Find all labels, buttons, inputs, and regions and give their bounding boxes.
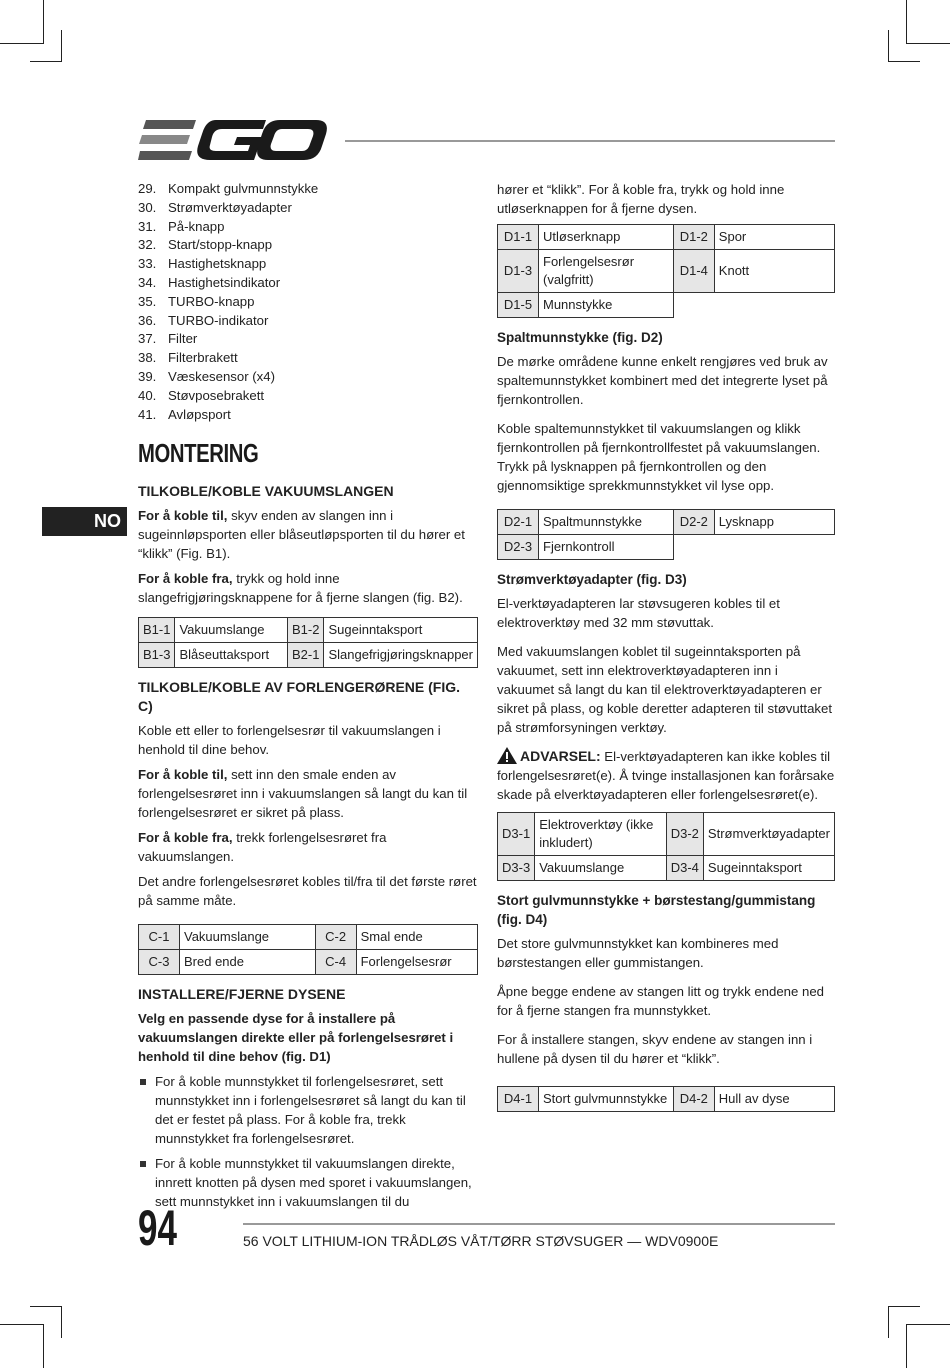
table-d1 [497, 224, 835, 318]
item-label: Filter [168, 331, 198, 347]
ego-logo [138, 118, 328, 162]
item-number: 39. [138, 368, 157, 384]
table-row [139, 618, 478, 643]
footer-rule [243, 1223, 835, 1225]
item-number: 38. [138, 350, 157, 366]
table-row [498, 293, 835, 318]
empty-cell [714, 293, 834, 318]
empty-cell [673, 293, 714, 318]
ref-key-cell: B2-1 [288, 643, 324, 668]
crop-mark-tr-h [888, 61, 920, 62]
language-tab: NO [42, 507, 127, 536]
d4-p3: For å installere stangen, skyv endene av stangen inn i hullene på dysen til du hører et “klikk”. [497, 1032, 813, 1066]
ref-key-cell: D1-3 [498, 250, 539, 293]
ref-key-cell: B1-1 [139, 618, 175, 643]
item-label: Start/stopp-knapp [168, 237, 273, 253]
parts-list-item [138, 349, 478, 368]
parts-list-item [138, 312, 478, 331]
d4-p2: Åpne begge endene av stangen litt og trykk endene ned for å fjerne stangen fra munnstykket. [497, 984, 825, 1018]
parts-list-item [138, 293, 478, 312]
item-number: 40. [138, 387, 157, 403]
ref-key-cell: D1-2 [673, 225, 714, 250]
item-label: Hastighetsindikator [168, 274, 281, 290]
s2-title: TILKOBLE/KOBLE AV FORLENGERØRENE (FIG. C) [138, 679, 460, 715]
table-row [498, 1087, 835, 1112]
d3-p2: Med vakuumslangen koblet til sugeinntaksporten på vakuumet, sett inn elektroverktøyadapteren inn i vakuumet så langt du kan til elektroverktøyadapteren er sikret på plass, og koble deretter adapteren til støvuttaket på strømforsyningen verktøy. [497, 644, 832, 735]
d2-p1: De mørke områdene kunne enkelt rengjøres ved bruk av spaltemunnstykket kombinert med det integrerte lyset på fjernkontrollen. [497, 354, 828, 407]
s3-intro: Velg en passende dyse for å installere på vakuumslangen direkte eller på forlengelsesrøret i henhold til dine behov (fig. D1) [138, 1011, 454, 1065]
s2-p4: Det andre forlengelsesrøret kobles til/fra til det første røret på samme måte. [138, 874, 477, 909]
ref-value-cell: Stort gulvmunnstykke [539, 1087, 674, 1112]
ref-key-cell: D4-1 [498, 1087, 539, 1112]
warning-icon [497, 747, 517, 764]
table-d4 [497, 1086, 835, 1112]
item-label: Avløpsport [168, 406, 231, 422]
ref-key-cell: D3-2 [666, 813, 703, 856]
ref-value-cell: Hull av dyse [714, 1087, 834, 1112]
parts-list-item [138, 180, 478, 199]
ref-value-cell: Vakuumslange [180, 925, 316, 950]
parts-list-item [138, 236, 478, 255]
empty-cell [673, 535, 714, 560]
ref-value-cell: Sugeinntaksport [324, 618, 478, 643]
parts-list [138, 180, 478, 424]
s2-p1: Koble ett eller to forlengelsesrør til vakuumslangen i henhold til dine behov. [138, 723, 441, 758]
item-label: Væskesensor (x4) [168, 368, 276, 384]
crop-mark-tr-v2 [906, 0, 907, 44]
parts-list-item [138, 274, 478, 293]
warning: ADVARSEL: El-verktøyadapteren kan ikke kobles til forlengelsesrøret(e). Å tvinge installasjonen kan forårsake skade på elverktøyadapteren eller forlengelsesrøret(e). [497, 748, 835, 802]
crop-mark-br-v [888, 1306, 889, 1338]
item-number: 37. [138, 331, 157, 347]
item-number: 35. [138, 293, 157, 309]
table-c [138, 924, 478, 975]
d3-title: Strømverktøyadapter (fig. D3) [497, 572, 687, 587]
ref-value-cell: Fjernkontroll [539, 535, 674, 560]
section-heading: MONTERING [138, 438, 259, 469]
ref-value-cell: Utløserknapp [539, 225, 674, 250]
ref-value-cell: Forlengelsesrør (valgfritt) [539, 250, 674, 293]
s1-p1: For å koble til, skyv enden av slangen inn i sugeinnløpsporten eller blåseutløpsporten til du hører et “klikk” (Fig. B1). [138, 508, 465, 562]
crop-mark-tl-h [30, 61, 62, 62]
parts-list-item [138, 330, 478, 349]
bullet-item: For å koble munnstykket til vakuumslangen direkte, innrett knotten på dysen med sporet i vakuumslangen, sett munnstykket inn i vakuumslangen til du [138, 1154, 478, 1211]
ref-key-cell: C-4 [315, 950, 356, 975]
ref-value-cell: Knott [714, 250, 834, 293]
page-number: 94 [138, 1200, 177, 1256]
ref-key-cell: D1-4 [673, 250, 714, 293]
parts-list-item [138, 199, 478, 218]
item-label: TURBO-knapp [168, 293, 255, 309]
crop-mark-tl-v [61, 30, 62, 62]
ref-key-cell: C-3 [139, 950, 180, 975]
table-row [498, 250, 835, 293]
item-label: Filterbrakett [168, 350, 238, 366]
ref-value-cell: Bred ende [180, 950, 316, 975]
d2-title: Spaltmunnstykke (fig. D2) [497, 330, 663, 345]
crop-mark-tl-h2 [0, 43, 44, 44]
s2-p2: For å koble til, sett inn den smale enden av forlengelsesrøret inn i vakuumslangen så langt du kan til forlengelsesrøret er sikret på plass. [138, 767, 468, 821]
parts-list-item [138, 255, 478, 274]
table-row [498, 225, 835, 250]
item-number: 30. [138, 199, 157, 215]
table-row [498, 856, 835, 881]
crop-mark-br-h [888, 1306, 920, 1307]
ref-value-cell: Spor [714, 225, 834, 250]
ref-value-cell: Sugeinntaksport [703, 856, 834, 881]
item-number: 31. [138, 218, 157, 234]
ref-value-cell: Lysknapp [714, 510, 834, 535]
table-row [498, 535, 835, 560]
item-number: 36. [138, 312, 157, 328]
item-number: 34. [138, 274, 157, 290]
table-row [139, 925, 478, 950]
crop-mark-bl-h [30, 1306, 62, 1307]
ref-key-cell: D2-2 [673, 510, 714, 535]
crop-mark-bl-v2 [43, 1324, 44, 1368]
empty-cell [714, 535, 834, 560]
parts-list-item [138, 218, 478, 237]
item-label: Kompakt gulvmunnstykke [168, 181, 319, 196]
parts-list-item [138, 368, 478, 387]
crop-mark-bl-h2 [0, 1324, 44, 1325]
ref-value-cell: Elektroverktøy (ikke inkludert) [535, 813, 667, 856]
item-label: Støvposebrakett [168, 387, 265, 403]
d3-p1: El-verktøyadapteren lar støvsugeren kobles til et elektroverktøy med 32 mm støvuttak. [497, 596, 780, 630]
crop-mark-bl-v [61, 1306, 62, 1338]
item-label: Hastighetsknapp [168, 256, 267, 272]
d2-p2: Koble spaltemunnstykket til vakuumslangen og klikk fjernkontrollen på fjernkontrollfestet på vakuumslangen. Trykk på lysknappen på fjernkontrollen og den gjennomsiktige sprekkmunnstykket vil lyse opp. [497, 421, 821, 493]
table-d2 [497, 509, 835, 560]
right-column [497, 180, 835, 1122]
header-rule [345, 140, 835, 142]
ref-value-cell: Blåseuttaksport [175, 643, 288, 668]
ref-key-cell: D3-3 [498, 856, 535, 881]
ref-value-cell: Spaltmunnstykke [539, 510, 674, 535]
crop-mark-br-h2 [906, 1324, 950, 1325]
crop-mark-br-v2 [906, 1324, 907, 1368]
ref-key-cell: D4-2 [673, 1087, 714, 1112]
ref-key-cell: D3-4 [666, 856, 703, 881]
crop-mark-tl-v2 [43, 0, 44, 44]
d4-p1: Det store gulvmunnstykket kan kombineres med børstestangen eller gummistangen. [497, 936, 779, 970]
table-row [498, 510, 835, 535]
item-label: Strømverktøyadapter [168, 199, 292, 215]
parts-list-item [138, 406, 478, 425]
ref-key-cell: B1-3 [139, 643, 175, 668]
s1-title: TILKOBLE/KOBLE VAKUUMSLANGEN [138, 483, 394, 500]
parts-list-item [138, 387, 478, 406]
item-number: 29. [138, 181, 157, 196]
s1-p2: For å koble fra, trykk og hold inne slangefrigjøringsknappene for å fjerne slangen (fig. B2). [138, 571, 463, 606]
ref-key-cell: D1-1 [498, 225, 539, 250]
s3-title: INSTALLERE/FJERNE DYSENE [138, 986, 346, 1003]
item-number: 33. [138, 256, 157, 272]
ref-key-cell: C-2 [315, 925, 356, 950]
ref-value-cell: Strømverktøyadapter [703, 813, 834, 856]
item-number: 32. [138, 237, 157, 253]
table-row [498, 813, 835, 856]
d4-title: Stort gulvmunnstykke + børstestang/gummistang (fig. D4) [497, 893, 816, 927]
item-label: På-knapp [168, 218, 225, 234]
left-column [138, 180, 478, 1217]
table-d3 [497, 812, 835, 881]
footer-title: 56 VOLT LITHIUM-ION TRÅDLØS VÅT/TØRR STØVSUGER — WDV0900E [243, 1233, 719, 1249]
item-label: TURBO-indikator [168, 312, 269, 328]
crop-mark-tr-h2 [906, 43, 950, 44]
s2-p3: For å koble fra, trekk forlengelsesrøret fra vakuumslangen. [138, 830, 387, 865]
ref-value-cell: Smal ende [356, 925, 477, 950]
ref-key-cell: D2-1 [498, 510, 539, 535]
ref-key-cell: D1-5 [498, 293, 539, 318]
ref-key-cell: B1-2 [288, 618, 324, 643]
table-row [139, 950, 478, 975]
ref-key-cell: D2-3 [498, 535, 539, 560]
crop-mark-tr-v [888, 30, 889, 62]
ref-value-cell: Munnstykke [539, 293, 674, 318]
item-number: 41. [138, 406, 157, 422]
s3-bullets [138, 1072, 478, 1211]
bullet-item: For å koble munnstykket til forlengelsesrøret, sett munnstykket inn i forlengelsesrøret så langt du kan til det er festet på plass. For å koble fra, trekk munnstykket fra forlengelsesrøret. [138, 1072, 478, 1148]
ref-value-cell: Vakuumslange [175, 618, 288, 643]
ref-key-cell: C-1 [139, 925, 180, 950]
table-b [138, 617, 478, 668]
table-row [139, 643, 478, 668]
continued-text: hører et “klikk”. For å koble fra, trykk og hold inne utløserknappen for å fjerne dysen. [497, 182, 785, 216]
ref-value-cell: Slangefrigjøringsknapper [324, 643, 478, 668]
ref-key-cell: D3-1 [498, 813, 535, 856]
ref-value-cell: Vakuumslange [535, 856, 667, 881]
ref-value-cell: Forlengelsesrør [356, 950, 477, 975]
